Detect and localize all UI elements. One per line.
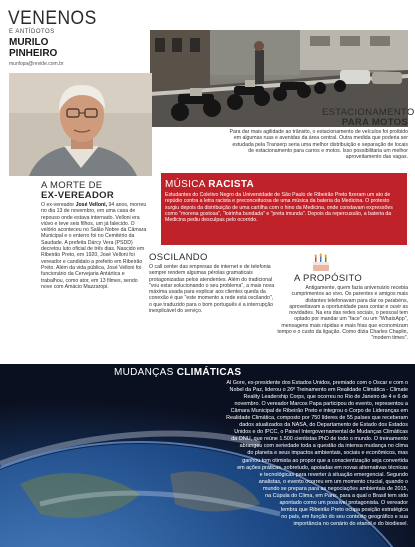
climaticas-body-line: em ações práticas, sobretudo, apoiadas em novas alternativas técnicas (237, 464, 408, 471)
climaticas-body-line: da ONU, que reúne 1.500 cientistas PhD de todo o mundo. O treinamento (231, 436, 408, 443)
climaticas-body-line: analistas, o evento ocorreu em um momento crucial, quando o (258, 478, 408, 485)
estacionamento-title-line1: ESTACIONAMENTO (322, 107, 415, 118)
morte-title-line1: A MORTE DE (41, 180, 103, 191)
climaticas-body-line: mundo se prepara para as negociações ambientais de 2015, (262, 485, 408, 492)
oscilando-body: O call center das empresas de internet e de telefonia sempre rendem algumas pérolas gramaticais protagonizadas pelos atendentes. Além do tradicional "vou estar solucionando o seu problema", a mais nova máxima usada para explicar aos clientes queda da conexão é que "este momento a rede está oscilando", o que traduzido para o bom português é a interrupção inexplicável do serviço. (149, 264, 275, 315)
climaticas-body-line: dados atualizados da NASA, do Departamento de Estado dos Estados (239, 422, 408, 429)
climaticas-body-line: na Cúpula do Clima, em Paris, para a qual o Brasil tem sido (265, 492, 408, 499)
climaticas-body-line: lembra que Ribeirão Preto ocupa posição estratégica (280, 506, 408, 513)
climaticas-body-line: Realidade Climática, composto por 750 líderes de 55 países que receberam (226, 415, 408, 422)
climaticas-body-line: Al Gore, ex-presidente dos Estados Unidos, premiado com o Oscar e com o (226, 380, 408, 386)
morte-title-line2: EX-VEREADOR (41, 190, 114, 201)
climaticas-title (114, 368, 241, 378)
column-subtitle: E ANTÍDOTOS (9, 29, 55, 35)
climaticas-body-line: do planeta e seus impactos ambientais, sociais e econômicos, mas (247, 450, 408, 457)
estacionamento-body: Para dar mais agilidade ao trânsito, o estacionamento de veículos foi proibido em algumas ruas e avenidas da área central. Outra medida que poderia ser estudada pela Transerp seria uma melhor distribuição e separação de locais de estacionamento para carros e motos. Isso possibilitaria um melhor aproveitamento das vagas. (229, 129, 408, 161)
climaticas-body (108, 380, 408, 528)
climaticas-body-line: importância no cenário do etanol e do biodiesel. (293, 520, 408, 527)
author-last-name: PINHEIRO (9, 48, 58, 59)
climaticas-body-line: Reality Leadership Corps, que ocorreu no Rio de Janeiro de 4 e 6 de (243, 394, 408, 401)
cake-icon (310, 251, 332, 273)
climaticas-body-line: Unidos e do IPCC, o Painel Intergovernamental de Mudanças Climáticas (234, 429, 408, 436)
climaticas-body-line: no país, em função do seu contexto geográfico e sua (281, 513, 408, 520)
climaticas-body-line: e tecnológicas para reverter à situação emergencial. Segundo (259, 471, 408, 478)
estacionamento-title-line2: PARA MOTOS (341, 117, 408, 128)
racista-title (165, 180, 254, 190)
morte-lead-name: José Velloni, (75, 202, 108, 208)
racista-title-bold: RACISTA (208, 179, 255, 190)
morte-body-text: 94 anos, morreu no dia 13 de novembro, em uma casa de repouso onde estava internado. Velloni era viúvo e teve seis filhos, um já falecido. O velório aconteceu no Salão Nobre da Câmara Municipal e o enterro foi no Cemitério da Saudade. A prefeita Dárcy Vera (PSDD) decretou luto oficial de três dias. Nascido em Ribeirão Preto, em 1920, José Velloni foi vereador e candidato a prefeito em Ribeirão Preto. Além da vida pública, José Velloni foi funcionário da Cervejaria Antártica e trabalhou, como ator, em 13 filmes, sendo nove com Amácio Mazzaropi. (41, 202, 147, 290)
racista-body: Estudantes do Coletivo Negro da Universidade de São Paulo de Ribeirão Preto fizeram um ato de repúdio contra a letra racista e preconceituosa de uma música da bateria da Medicina. O protesto surgiu depois da distribuição de uma cartilha com o hino da Medicina, onde constavam expressões como "morena gostosa", "loirinha bundada" e "preta imunda". Depois da repercussão, a bateria da Medicina pediu desculpas pelo ocorrido. (165, 192, 393, 224)
climaticas-title-bold: CLIMÁTICAS (176, 367, 242, 378)
climaticas-body-line: Nobel da Paz, liderou o 26º Treinamento em Realidade Climática - Climate (229, 387, 408, 394)
proposito-title: A PROPÓSITO (294, 273, 363, 284)
climaticas-body-line: apontado como um possível protagonista. O vereador (279, 499, 408, 506)
oscilando-title: OSCILANDO (149, 252, 208, 263)
climaticas-title-normal: MUDANÇAS (114, 367, 174, 378)
column-title: VENENOS (8, 8, 97, 29)
climaticas-body-line: novembro. O vereador Marcos Papa participou do evento, representou a (234, 401, 408, 408)
portrait-photo (9, 73, 152, 176)
climaticas-body-line: Câmara Municipal de Ribeirão Preto e integrou o Corpo de Lideranças em (230, 408, 408, 415)
author-email[interactable]: murilopa@revide.com.br (9, 61, 64, 67)
morte-lead: O ex-vereador (41, 202, 75, 208)
morte-body (41, 202, 148, 290)
proposito-body: Antigamente, quem fazia aniversário recebia cumprimentos ao vivo. Os parentes e amigos mais distantes telefonavam para dar os parabéns, aproveitavam a oportunidade para contar e ouvir as novidades. Na era das redes sociais, o pessoal tem optado por mandar um "face" ou um "WhatsApp", mensagens mais rápidas e mais frias que economizam tempo e o custo da ligação. Como dizia Charles Chaplin, "modern times". (277, 285, 408, 342)
climaticas-body-line: ganhou tom otimista ao propor que a conscientização seja convertida (242, 457, 408, 464)
racista-title-normal: MÚSICA (165, 179, 206, 190)
author-first-name: MURILO (9, 37, 49, 48)
climaticas-body-line: abrangeu com seriedade toda a questão da intensa mudança no clima (239, 443, 408, 450)
